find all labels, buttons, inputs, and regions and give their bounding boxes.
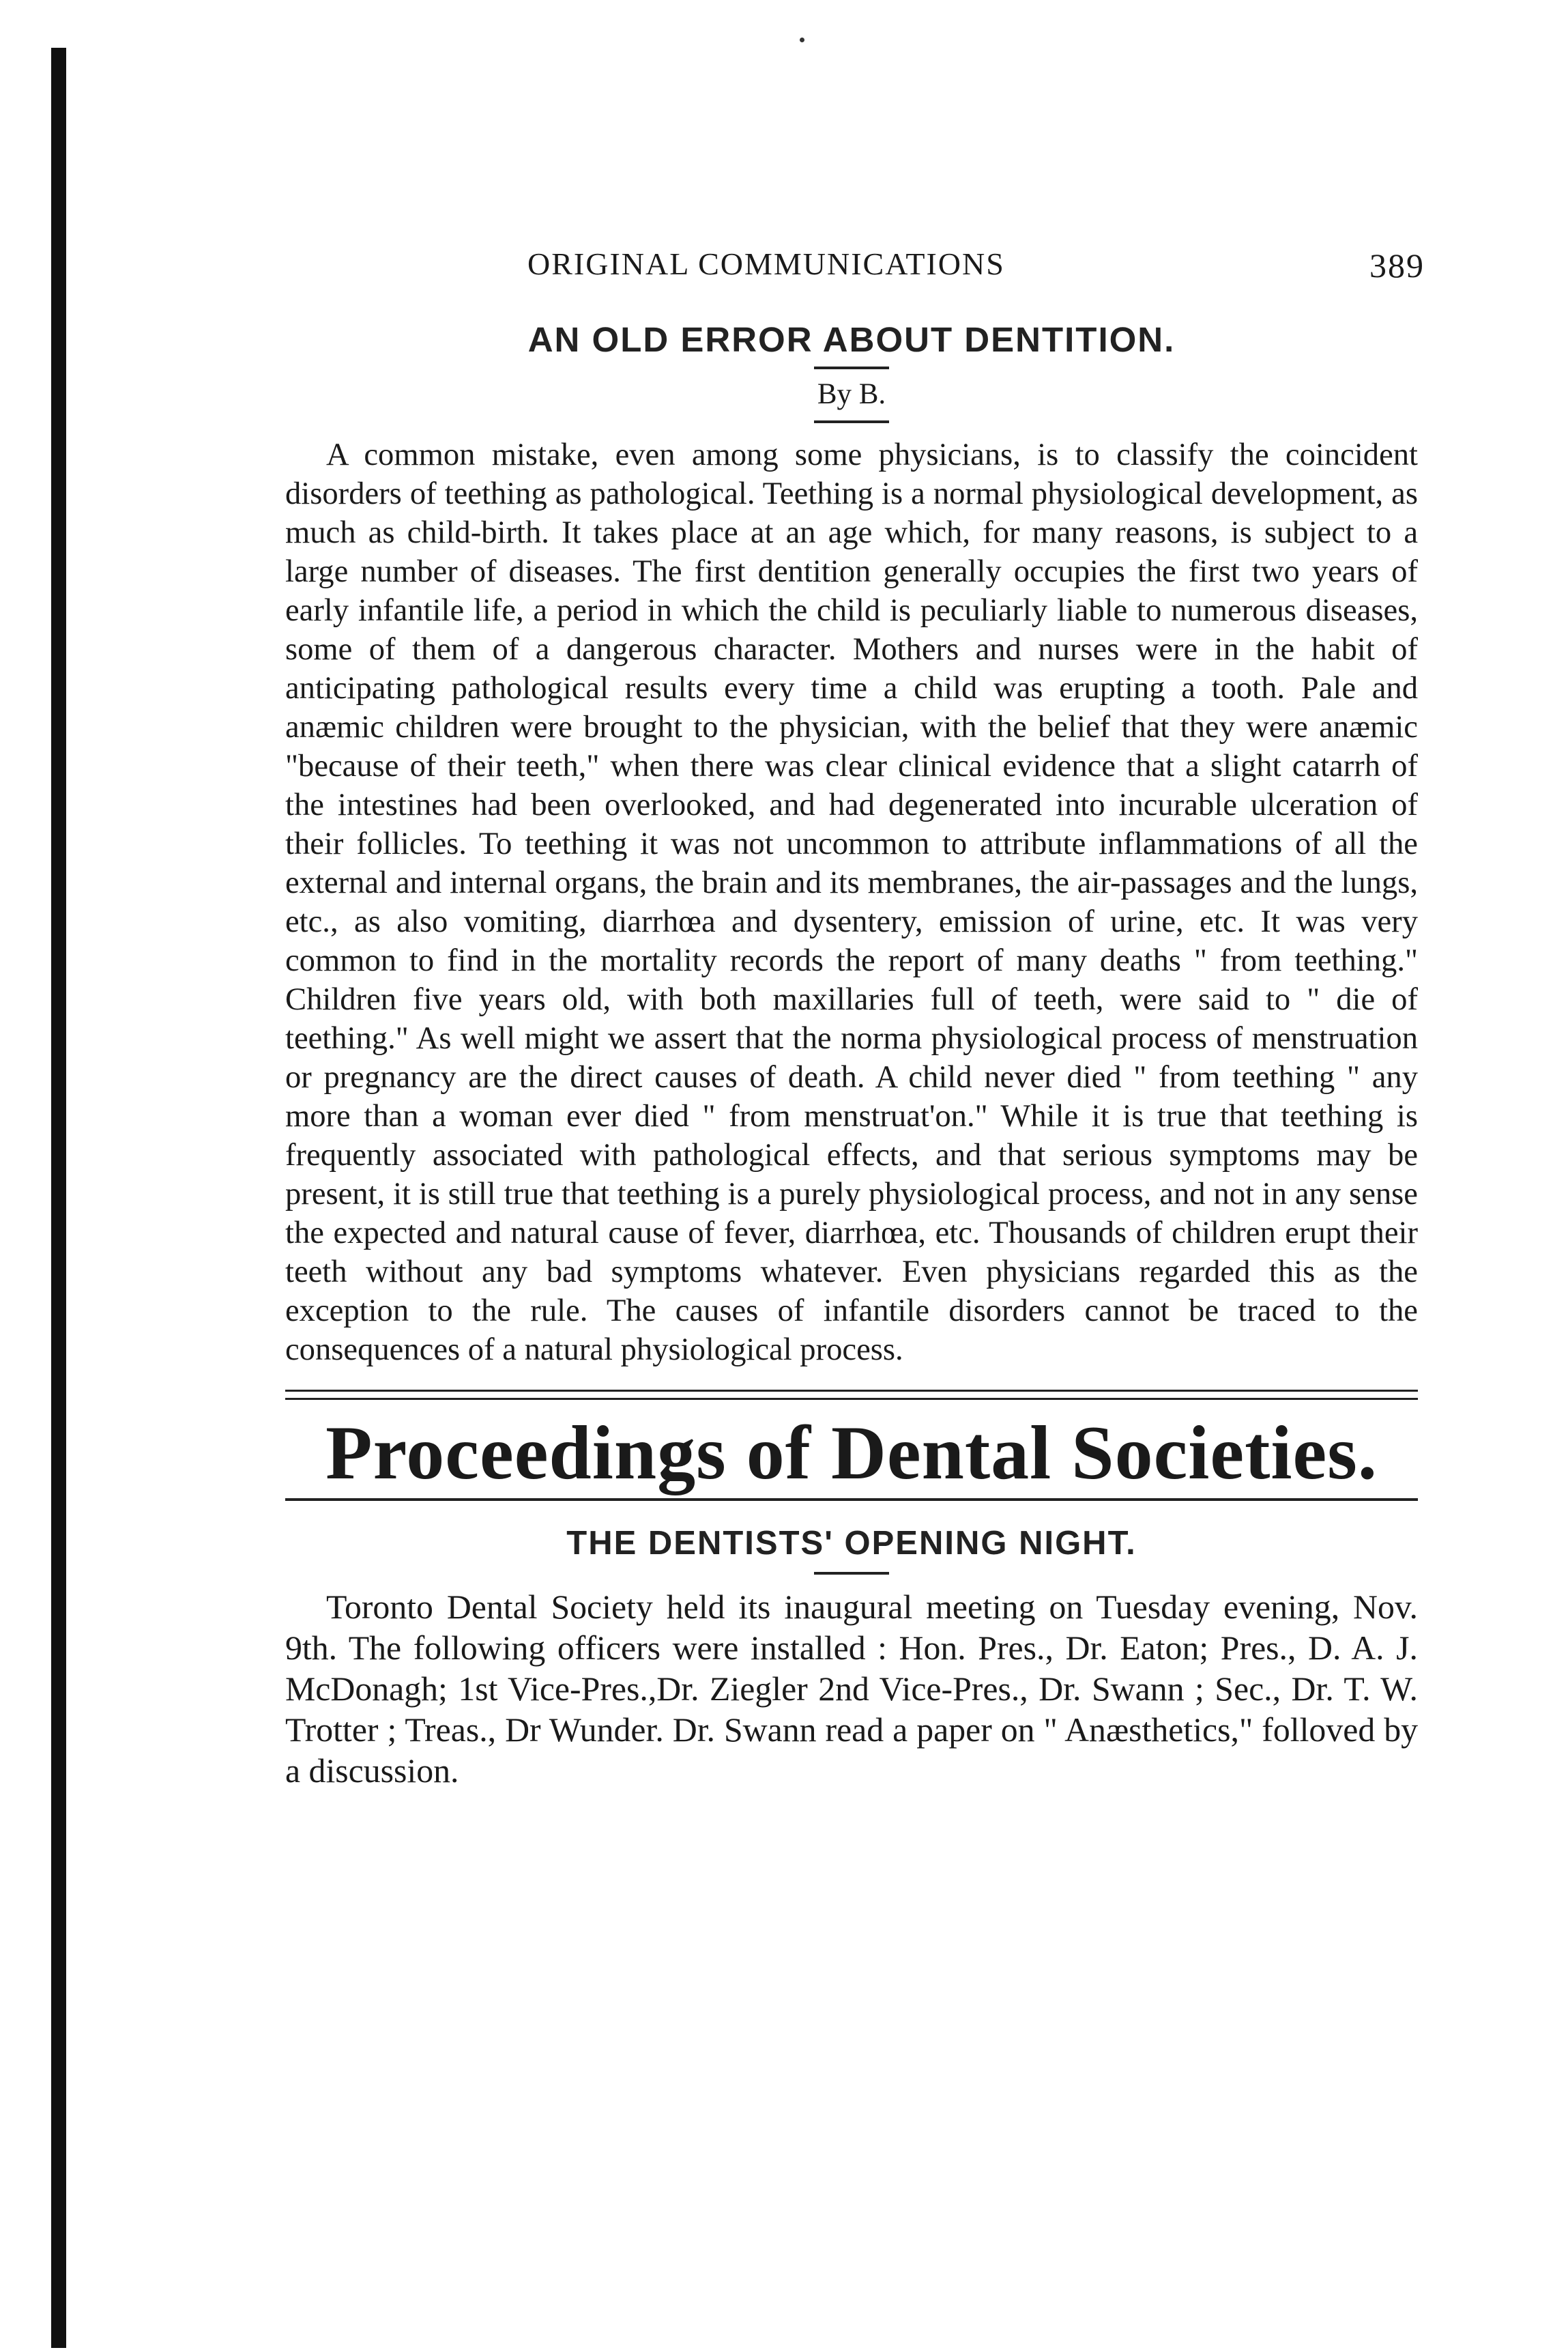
- report-title-rule: [814, 1572, 889, 1575]
- title-rule: [814, 367, 889, 369]
- running-head-title: ORIGINAL COMMUNICATIONS: [527, 246, 1005, 281]
- running-head: [285, 246, 1425, 293]
- section-rule: [285, 1498, 1418, 1501]
- section-divider: [285, 1390, 1418, 1400]
- article-title: AN OLD ERROR ABOUT DENTITION.: [527, 320, 1176, 359]
- article-body: A common mistake, even among some physicians, is to classify the coincident disorders of teething as pathological. Teething is a normal physiological development, as much as child-birth. It takes place at an age which, for many reasons, is subject to a large number of diseases. The first dentition generally occupies the first two years of early infantile life, a period in which the child is peculiarly liable to numerous diseases, some of them of a dangerous character. Mothers and nurses were in the habit of anticipating pathological results every time a child was erupting a tooth. Pale and anæmic children were brought to the physician, with the belief that they were anæmic "because of their teeth," when there was clear clinical evidence that a slight catarrh of the intestines had been overlooked, and had degenerated into incurable ulceration of their follicles. To teething it was not uncommon to attribute inflammations of all the external and internal organs, the brain and its membranes, the air-passages and the lungs, etc., as also vomiting, diarrhœa and dysentery, emission of urine, etc. It was very common to find in the mortality records the report of many deaths " from teething." Children five years old, with both maxillaries full of teeth, were said to " die of teething." As well might we assert that the norma physiological process of menstruation or pregnancy are the direct causes of death. A child never died " from teething " any more than a woman ever died " from menstruat'on." While it is true that teething is frequently associated with pathological effects, and that serious symptoms may be present, it is still true that teething is a purely physiological process, and not in any sense the expected and natural cause of fever, diarrhœa, etc. Thousands of children erupt their teeth without any bad symptoms whatever. Even physicians regarded this as the exception to the rule. The causes of infantile disorders cannot be traced to the consequences of a natural physiological process.: [285, 437, 1418, 1367]
- byline-rule: [814, 420, 889, 423]
- section-title: Proceedings of Dental Societies.: [325, 1411, 1378, 1495]
- page-number: 389: [1369, 246, 1425, 285]
- report-title: THE DENTISTS' OPENING NIGHT.: [566, 1525, 1137, 1562]
- binding-edge: [51, 48, 66, 2348]
- page-content: [285, 246, 1425, 1792]
- report-body: Toronto Dental Society held its inaugural meeting on Tuesday evening, Nov. 9th. The following officers were installed : Hon. Pres., Dr. Eaton; Pres., D. A. J. McDonagh; 1st Vice-Pres.,Dr. Ziegler 2nd Vice-Pres., Dr. Swann ; Sec., Dr. T. W. Trotter ; Treas., Dr Wunder. Dr. Swann read a paper on " Anæsthetics," folloved by a discussion.: [285, 1588, 1418, 1790]
- byline: By B.: [817, 378, 886, 410]
- ink-speck: [800, 38, 804, 42]
